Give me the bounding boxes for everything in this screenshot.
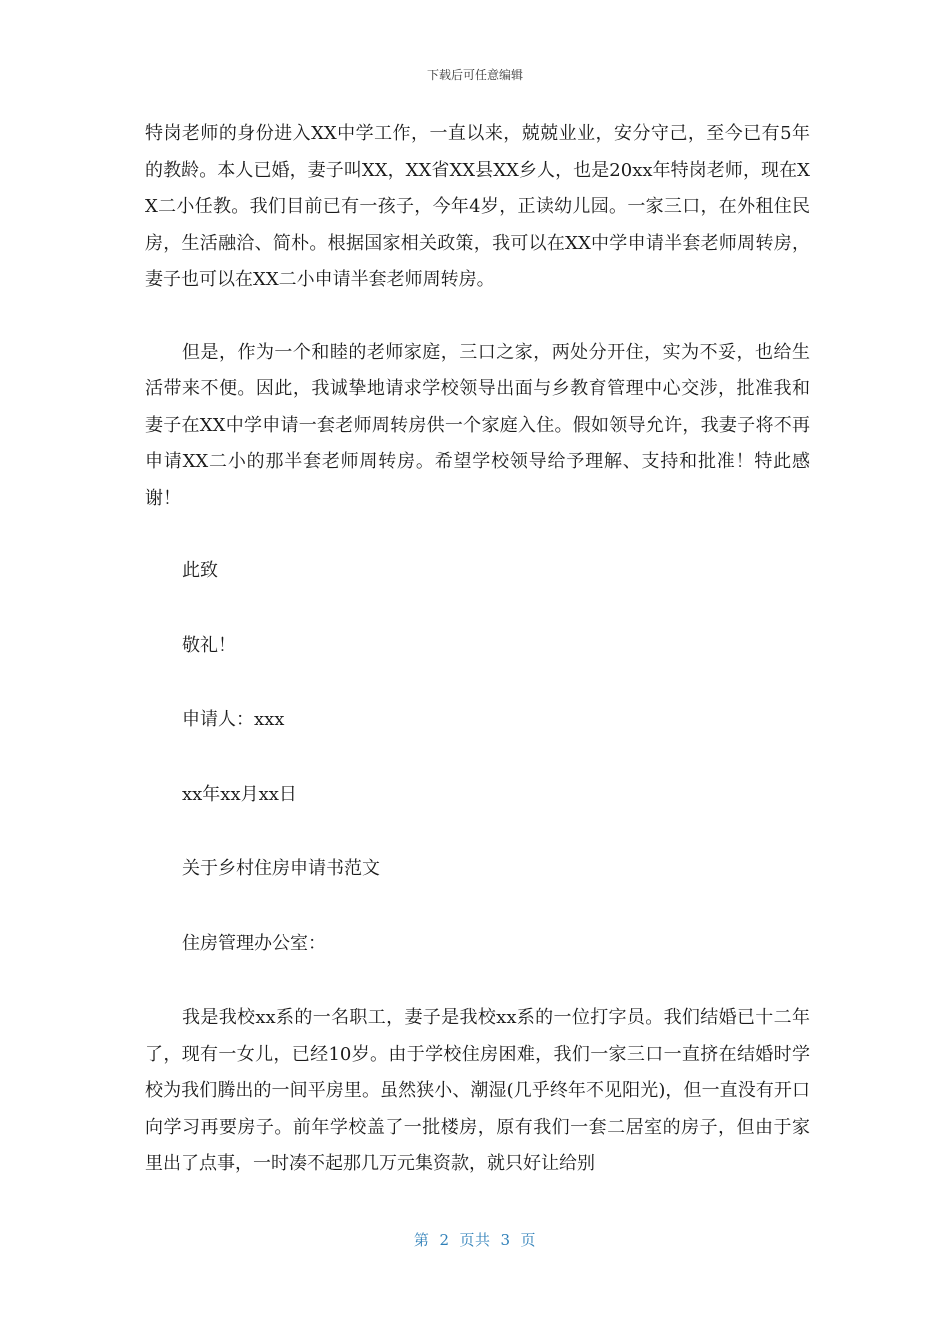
applicant-signature: 申请人：xxx <box>182 709 285 730</box>
footer-suffix: 页 <box>520 1231 537 1249</box>
addressee: 住房管理办公室： <box>182 932 326 954</box>
total-page-number: 3 <box>500 1231 511 1249</box>
date-line: xx年xx月xx日 <box>182 783 297 805</box>
current-page-number: 2 <box>439 1231 450 1249</box>
footer-prefix: 第 <box>413 1231 430 1249</box>
document-body <box>145 116 810 1183</box>
page-header: 下载后可任意编辑 <box>426 68 523 82</box>
page-footer <box>0 1229 950 1250</box>
paragraph-2: 但是，作为一个和睦的老师家庭，三口之家，两处分开住，实为不妥，也给生活带来不便。因此，我诚挚地请求学校领导出面与乡教育管理中心交涉，批准我和妻子在XX中学申请一套老师周转房供一个家庭入住。假如领导允许，我妻子将不再申请XX二小的那半套老师周转房。希望学校领导给予理解、支持和批准！特此感谢！ <box>145 341 810 509</box>
salutation: 此致 <box>182 560 218 581</box>
paragraph-3: 我是我校xx系的一名职工，妻子是我校xx系的一位打字员。我们结婚已十二年了，现有一女儿，已经10岁。由于学校住房困难，我们一家三口一直挤在结婚时学校为我们腾出的一间平房里。虽然狭小、潮湿(几乎终年不见阳光)，但一直没有开口向学习再要房子。前年学校盖了一批楼房，原有我们一套二居室的房子，但由于家里出了点事，一时凑不起那几万元集资款，就只好让给别 <box>145 1007 810 1174</box>
regards: 敬礼！ <box>182 634 236 656</box>
section-title: 关于乡村住房申请书范文 <box>182 858 380 879</box>
footer-middle: 页共 <box>459 1231 491 1249</box>
paragraph-1: 特岗老师的身份进入XX中学工作，一直以来，兢兢业业，安分守己，至今已有5年的教龄。本人已婚，妻子叫XX，XX省XX县XX乡人，也是20xx年特岗老师，现在XX二小任教。我们目前已有一孩子，今年4岁，正读幼儿园。一家三口，在外租住民房，生活融洽、简朴。根据国家相关政策，我可以在XX中学申请半套老师周转房，妻子也可以在XX二小申请半套老师周转房。 <box>145 123 810 290</box>
